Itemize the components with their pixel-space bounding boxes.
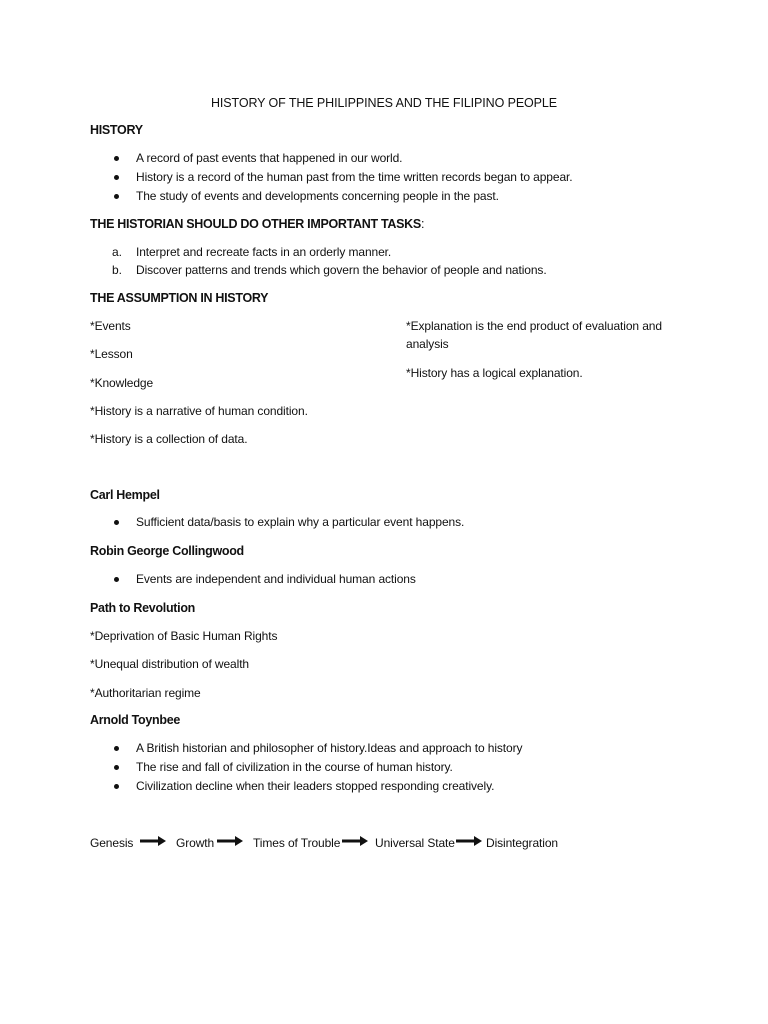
- bullet-icon: [114, 175, 119, 180]
- bullet-icon: [114, 765, 119, 770]
- list-item: Events are independent and individual human actions: [114, 570, 416, 589]
- assumption-item: *Lesson: [90, 347, 133, 361]
- cycle-step-growth: Growth: [176, 836, 215, 850]
- list-marker: b.: [112, 263, 122, 277]
- revolution-heading: Path to Revolution: [90, 601, 196, 615]
- history-bullet-list: [114, 149, 573, 206]
- list-item: a. Interpret and recreate facts in an orderly manner.: [112, 245, 392, 259]
- hempel-heading: Carl Hempel: [90, 488, 160, 502]
- bullet-icon: [114, 156, 119, 161]
- toynbee-bullet-list: [114, 739, 522, 796]
- arrow-right-icon: [342, 834, 368, 848]
- historian-task-list: [114, 243, 547, 279]
- revolution-item: *Authoritarian regime: [90, 686, 201, 700]
- toynbee-heading: Arnold Toynbee: [90, 713, 181, 727]
- list-item: b. Discover patterns and trends which govern the behavior of people and nations.: [112, 263, 547, 277]
- bullet-icon: [114, 520, 119, 525]
- assumption-heading: THE ASSUMPTION IN HISTORY: [90, 291, 269, 305]
- document-title: HISTORY OF THE PHILIPPINES AND THE FILIPINO PEOPLE: [210, 96, 558, 110]
- cycle-step-times-of-trouble: Times of Trouble: [253, 836, 341, 850]
- revolution-item: *Deprivation of Basic Human Rights: [90, 629, 278, 643]
- list-item: Sufficient data/basis to explain why a particular event happens.: [114, 513, 464, 532]
- assumption-item: *History is a narrative of human condition.: [90, 404, 308, 418]
- list-item: The study of events and developments concerning people in the past.: [114, 187, 573, 206]
- hempel-bullet-list: [114, 513, 464, 532]
- list-item: A British historian and philosopher of history.Ideas and approach to history: [114, 739, 522, 758]
- cycle-step-genesis: Genesis: [90, 836, 134, 850]
- arrow-right-icon: [217, 834, 243, 848]
- arrow-right-icon: [456, 834, 482, 848]
- cycle-step-universal-state: Universal State: [375, 836, 455, 850]
- assumption-item: *Events: [90, 319, 131, 333]
- list-item: History is a record of the human past from the time written records began to appear.: [114, 168, 573, 187]
- history-heading: HISTORY: [90, 123, 143, 137]
- bullet-icon: [114, 577, 119, 582]
- assumption-item: *History has a logical explanation.: [406, 366, 583, 380]
- bullet-icon: [114, 784, 119, 789]
- assumption-item: *History is a collection of data.: [90, 432, 248, 446]
- list-item: A record of past events that happened in our world.: [114, 149, 573, 168]
- revolution-item: *Unequal distribution of wealth: [90, 657, 249, 671]
- historian-heading: THE HISTORIAN SHOULD DO OTHER IMPORTANT TASKS:: [90, 217, 425, 231]
- collingwood-heading: Robin George Collingwood: [90, 544, 244, 558]
- bullet-icon: [114, 746, 119, 751]
- list-item: Civilization decline when their leaders stopped responding creatively.: [114, 777, 522, 796]
- list-item: The rise and fall of civilization in the course of human history.: [114, 758, 522, 777]
- cycle-step-disintegration: Disintegration: [486, 836, 558, 850]
- assumption-item: *Explanation is the end product of evaluation and analysis: [406, 319, 662, 351]
- list-marker: a.: [112, 245, 122, 259]
- arrow-right-icon: [140, 834, 166, 848]
- collingwood-bullet-list: [114, 570, 416, 589]
- bullet-icon: [114, 194, 119, 199]
- assumption-item: *Knowledge: [90, 376, 154, 390]
